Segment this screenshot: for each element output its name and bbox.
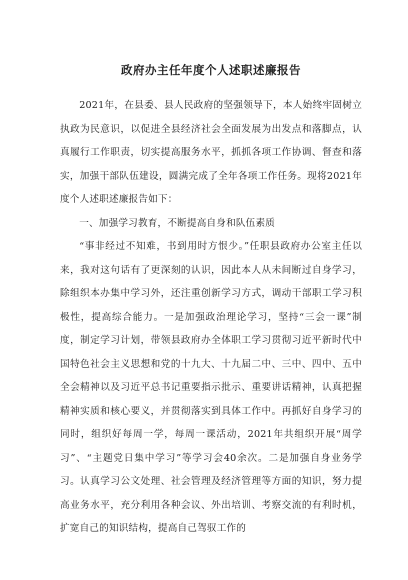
document-title: 政府办主任年度个人述职述廉报告 <box>121 63 301 77</box>
intro-paragraph: 2021年，在县委、县人民政府的坚强领导下，本人始终牢固树立执政为民意识，以促进全县经济社会全面发展为出发点和落脚点，认真履行工作职责，切实提高服务水平，抓抓各项工作协调、督查和落实，加强干部队伍建设，圆满完成了全年各项工作任务。现将2021年度个人述职述廉报告如下： <box>60 100 362 205</box>
section-heading: 一、加强学习教育，不断提高自身和队伍素质 <box>79 217 276 229</box>
body-paragraph: “事非经过不知难，书到用时方恨少。”任职县政府办公室主任以来，我对这句话有了更深刻的认识，因此本人从未间断过自身学习，除组织本办集中学习外，还注重创新学习方式，调动干部职工学习积极性，提高综合能力。一是加强政治理论学习，坚持“三会一课”制度，制定学习计划，带领县政府办全体职工学习贯彻习近平新时代中国特色社会主义思想和党的十九大、十九届二中、三中、四中、五中全会精神以及习近平总书记重要指示批示、重要讲话精神，认真把握精神实质和核心要义，并贯彻落实到具体工作中。再抓好自身学习的同时，组织好每周一学，每周一课活动，2021年共组织开展“周学习”、“主题党日集中学习”等学习会40余次。二是加强自身业务学习。认真学习公文处理、社会管理及经济管理等方面的知识，努力提高业务水平，充分利用各种会议、外出培训、考察交流的有利时机，扩宽自己的知识结构，提高自己驾驭工作的 <box>60 241 362 534</box>
